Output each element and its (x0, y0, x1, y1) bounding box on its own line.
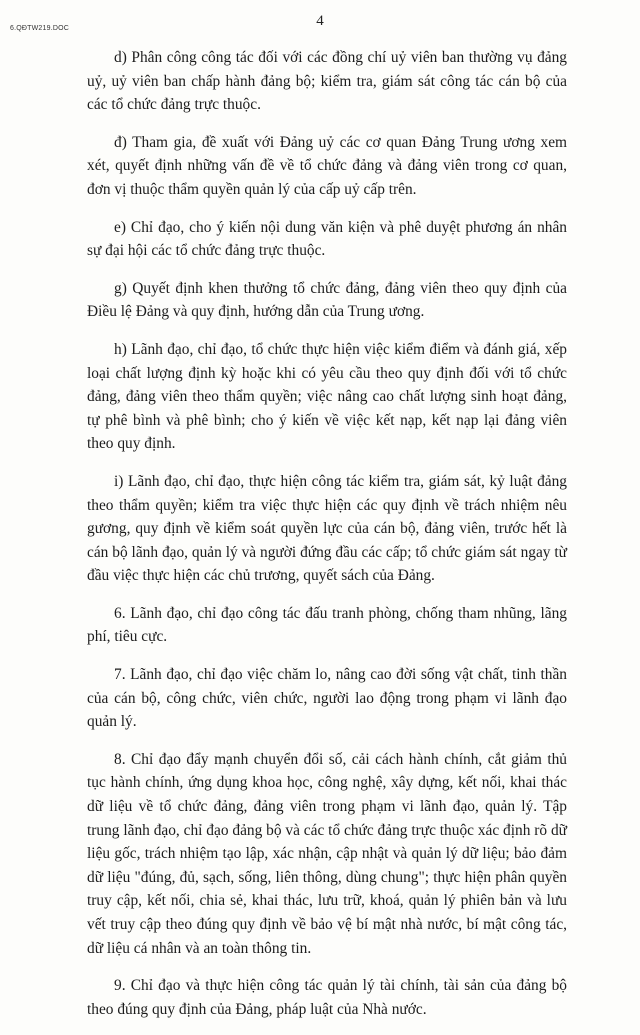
paragraph-g: g) Quyết định khen thưởng tổ chức đảng, đảng viên theo quy định của Điều lệ Đảng và quy định, hướng dẫn của Trung ương. (87, 279, 567, 321)
paragraph-h: h) Lãnh đạo, chỉ đạo, tổ chức thực hiện việc kiểm điểm và đánh giá, xếp loại chất lượng định kỳ hoặc khi có yêu cầu theo quy định đối với tổ chức đảng, đảng viên theo thẩm quyền; việc nâng cao chất lượng sinh hoạt đảng, tự phê bình và phê bình; cho ý kiến về việc kết nạp, kết nạp lại đảng viên theo quy định. (87, 340, 567, 453)
page-number: 4 (316, 13, 324, 29)
paragraph-d: d) Phân công công tác đối với các đồng chí uỷ viên ban thường vụ đảng uỷ, uỷ viên ban chấp hành đảng bộ; kiểm tra, giám sát công tác cán bộ của các tổ chức đảng trực thuộc. (87, 49, 567, 114)
paragraph-8: 8. Chỉ đạo đẩy mạnh chuyển đổi số, cải cách hành chính, cắt giảm thủ tục hành chính, ứng dụng khoa học, công nghệ, xây dựng, kết nối, khai thác dữ liệu về tổ chức đảng, đảng viên trong phạm vi lãnh đạo, quản lý. Tập trung lãnh đạo, chỉ đạo đảng bộ và các tổ chức đảng trực thuộc xác định rõ dữ liệu gốc, trách nhiệm tạo lập, xác nhận, cập nhật và quản lý dữ liệu; bảo đảm dữ liệu "đúng, đủ, sạch, sống, liên thông, dùng chung"; thực hiện phân quyền truy cập, kết nối, chia sẻ, khai thác, lưu trữ, khoá, quản lý phiên bản và lưu vết truy cập theo đúng quy định về bảo vệ bí mật nhà nước, bí mật công tác, dữ liệu cá nhân và an toàn thông tin. (87, 750, 567, 957)
paragraph-6: 6. Lãnh đạo, chỉ đạo công tác đấu tranh phòng, chống tham nhũng, lãng phí, tiêu cực. (87, 604, 567, 646)
document-code: 6.QĐTW219.DOC (10, 25, 69, 32)
document-body (87, 46, 567, 1035)
paragraph-e: e) Chỉ đạo, cho ý kiến nội dung văn kiện và phê duyệt phương án nhân sự đại hội các tổ chức đảng trực thuộc. (87, 218, 567, 260)
paragraph-9: 9. Chỉ đạo và thực hiện công tác quản lý tài chính, tài sản của đảng bộ theo đúng quy định của Đảng, pháp luật của Nhà nước. (87, 977, 567, 1018)
paragraph-7: 7. Lãnh đạo, chỉ đạo việc chăm lo, nâng cao đời sống vật chất, tinh thần của cán bộ, công chức, viên chức, người lao động trong phạm vi lãnh đạo quản lý. (87, 666, 567, 731)
paragraph-i: i) Lãnh đạo, chỉ đạo, thực hiện công tác kiểm tra, giám sát, kỷ luật đảng theo thẩm quyền; kiểm tra việc thực hiện các quy định về trách nhiệm nêu gương, quy định về kiểm soát quyền lực của cán bộ, đảng viên, trước hết là cán bộ lãnh đạo, quản lý và người đứng đầu các cấp; tổ chức giám sát ngay từ đầu việc thực hiện các chủ trương, quyết sách của Đảng. (87, 472, 567, 585)
paragraph-dd: đ) Tham gia, đề xuất với Đảng uỷ các cơ quan Đảng Trung ương xem xét, quyết định những vấn đề về tổ chức đảng và đảng viên trong cơ quan, đơn vị thuộc thẩm quyền quản lý của cấp uỷ cấp trên. (87, 133, 567, 198)
